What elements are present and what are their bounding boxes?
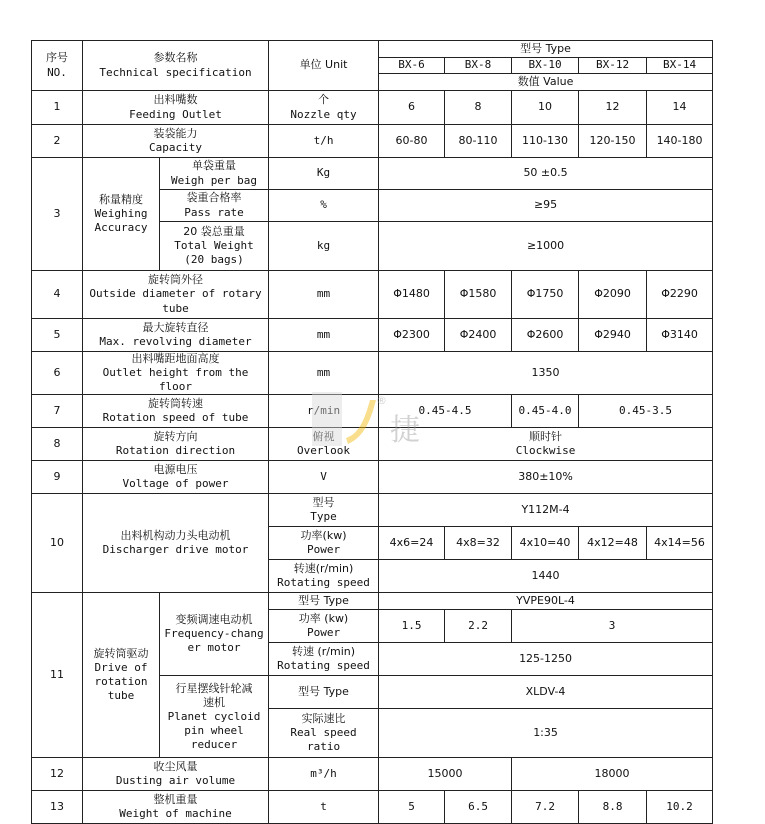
value-cell: 12 bbox=[579, 91, 647, 125]
header-no bbox=[32, 41, 83, 91]
text-line: Weighing bbox=[94, 206, 148, 220]
text-line: 转速(r/min) bbox=[293, 562, 354, 576]
text-line: % bbox=[320, 198, 327, 212]
value-cell: 0.45-3.5 bbox=[579, 395, 713, 428]
model-bx14: BX-14 bbox=[647, 58, 713, 74]
parameter-name bbox=[83, 395, 269, 428]
text-line: Technical specification bbox=[99, 65, 252, 79]
text-line: 单袋重量 bbox=[192, 159, 236, 173]
value-cell: Φ2300 bbox=[379, 319, 445, 352]
value-cell: 5 bbox=[379, 791, 445, 824]
table-row bbox=[32, 271, 713, 319]
value-cell: 140-180 bbox=[647, 125, 713, 158]
unit-cell bbox=[269, 527, 379, 560]
text-line: 旋转筒驱动 bbox=[93, 647, 149, 661]
value-cell: 2.2 bbox=[445, 610, 512, 643]
text-line: 功率 (kw) bbox=[298, 612, 349, 626]
text-line: Outlet height from the floor bbox=[102, 366, 249, 394]
table-row bbox=[32, 352, 713, 395]
text-line: Weigh per bag bbox=[170, 173, 258, 187]
text-line: Overlook bbox=[297, 444, 350, 458]
value-cell: Φ1580 bbox=[445, 271, 512, 319]
model-bx6: BX-6 bbox=[379, 58, 445, 74]
text-line: Frequency-chang bbox=[164, 627, 264, 641]
value-cell: 1350 bbox=[379, 352, 713, 395]
row-number: 5 bbox=[32, 319, 83, 352]
value-cell: YVPE90L-4 bbox=[379, 593, 713, 610]
unit-cell bbox=[269, 791, 379, 824]
unit-cell bbox=[269, 395, 379, 428]
unit-cell bbox=[269, 676, 379, 709]
text-line: 旋转筒外径 bbox=[148, 273, 203, 287]
value-cell: 8 bbox=[445, 91, 512, 125]
text-line: 顺时针 bbox=[529, 430, 563, 444]
text-line: 型号 Type bbox=[298, 594, 349, 608]
unit-cell bbox=[269, 610, 379, 643]
unit-cell bbox=[269, 709, 379, 758]
unit-cell bbox=[269, 190, 379, 222]
parameter-name bbox=[83, 352, 269, 395]
text-line: Rotation direction bbox=[115, 444, 236, 458]
text-line: Planet cycloid bbox=[167, 709, 261, 723]
value-cell: 4x8=32 bbox=[445, 527, 512, 560]
text-line: Total Weight bbox=[174, 238, 254, 252]
text-line: Dusting air volume bbox=[115, 774, 236, 788]
unit-cell bbox=[269, 643, 379, 676]
text-line: kg bbox=[316, 238, 331, 252]
model-bx10: BX-10 bbox=[512, 58, 579, 74]
row-number: 13 bbox=[32, 791, 83, 824]
value-cell: XLDV-4 bbox=[379, 676, 713, 709]
value-cell: 50 ±0.5 bbox=[379, 158, 713, 190]
text-line: 装袋能力 bbox=[153, 126, 198, 140]
text-line: Weight of machine bbox=[119, 807, 232, 821]
header-unit bbox=[269, 41, 379, 91]
table-row bbox=[32, 494, 713, 527]
value-cell: Φ2940 bbox=[579, 319, 647, 352]
row-number: 1 bbox=[32, 91, 83, 125]
text-line: 最大旋转直径 bbox=[142, 320, 209, 334]
value-cell: Φ2400 bbox=[445, 319, 512, 352]
row-number: 9 bbox=[32, 461, 83, 494]
parameter-name bbox=[83, 791, 269, 824]
text-line: 出料机构动力头电动机 bbox=[120, 529, 231, 543]
text-line: mm bbox=[316, 327, 331, 341]
text-line: Rotation speed of tube bbox=[102, 411, 249, 425]
registered-mark: ® bbox=[376, 394, 387, 407]
table-row bbox=[32, 158, 713, 190]
value-cell: 60-80 bbox=[379, 125, 445, 158]
text-line: Feeding Outlet bbox=[129, 107, 222, 121]
text-line: mm bbox=[316, 287, 331, 301]
value-cell: 3 bbox=[512, 610, 713, 643]
text-line: Capacity bbox=[149, 141, 202, 154]
unit-cell bbox=[269, 91, 379, 125]
value-cell: Φ1480 bbox=[379, 271, 445, 319]
text-line: 个 bbox=[318, 93, 330, 107]
text-line: tube bbox=[107, 689, 135, 703]
brand-character: 捷 bbox=[390, 413, 420, 448]
value-cell: 10 bbox=[512, 91, 579, 125]
text-line: 功率(kw) bbox=[300, 529, 347, 543]
text-line: m³/h bbox=[310, 767, 337, 781]
text-line: 速机 bbox=[203, 695, 225, 709]
group-name bbox=[83, 593, 160, 758]
text-line: 参数名称 bbox=[153, 51, 198, 65]
text-line: Real speed ratio bbox=[290, 726, 357, 754]
value-cell: 1440 bbox=[379, 560, 713, 593]
parameter-name bbox=[83, 758, 269, 791]
text-line: Discharger drive motor bbox=[102, 543, 249, 557]
text-line: Drive of bbox=[94, 661, 148, 675]
spec-table bbox=[31, 40, 713, 824]
row-number: 2 bbox=[32, 125, 83, 158]
text-line: 俯视 bbox=[312, 430, 335, 444]
text-line: Rotating speed bbox=[277, 576, 370, 590]
text-line: 电源电压 bbox=[153, 463, 198, 477]
model-bx8: BX-8 bbox=[445, 58, 512, 74]
text-line: t bbox=[320, 800, 327, 814]
parameter-name bbox=[83, 319, 269, 352]
value-cell: 6 bbox=[379, 91, 445, 125]
model-bx12: BX-12 bbox=[579, 58, 647, 74]
table-row bbox=[32, 758, 713, 791]
text-line: 20 袋总重量 bbox=[183, 224, 245, 238]
text-line: Type bbox=[310, 510, 337, 524]
value-cell bbox=[379, 428, 713, 461]
row-number: 11 bbox=[32, 593, 83, 758]
value-cell: 18000 bbox=[512, 758, 713, 791]
text-line: 序号 bbox=[46, 51, 68, 65]
text-line: V bbox=[320, 470, 327, 484]
value-cell: 8.8 bbox=[579, 791, 647, 824]
text-line: r/min bbox=[306, 404, 341, 418]
value-cell: 4x14=56 bbox=[647, 527, 713, 560]
text-line: er motor bbox=[187, 641, 241, 655]
value-cell: 4x6=24 bbox=[379, 527, 445, 560]
table-row bbox=[32, 428, 713, 461]
unit-cell bbox=[269, 125, 379, 158]
row-number: 8 bbox=[32, 428, 83, 461]
parameter-name bbox=[83, 428, 269, 461]
text-line: tube bbox=[162, 301, 189, 315]
parameter-name bbox=[160, 190, 269, 222]
unit-cell bbox=[269, 352, 379, 395]
parameter-name bbox=[83, 125, 269, 158]
row-number: 12 bbox=[32, 758, 83, 791]
value-cell: 15000 bbox=[379, 758, 512, 791]
table-row bbox=[32, 791, 713, 824]
value-cell: 80-110 bbox=[445, 125, 512, 158]
row-number: 10 bbox=[32, 494, 83, 593]
value-cell: 6.5 bbox=[445, 791, 512, 824]
unit-cell bbox=[269, 461, 379, 494]
text-line: Outside diameter of rotary bbox=[89, 287, 262, 301]
table-row bbox=[32, 125, 713, 158]
text-line: Max. revolving diameter bbox=[99, 335, 252, 348]
value-cell: 120-150 bbox=[579, 125, 647, 158]
text-line: 型号 Type bbox=[298, 685, 349, 699]
value-cell: Φ3140 bbox=[647, 319, 713, 352]
unit-cell bbox=[269, 593, 379, 610]
parameter-name bbox=[160, 222, 269, 271]
value-cell: 110-130 bbox=[512, 125, 579, 158]
unit-cell bbox=[269, 158, 379, 190]
unit-cell bbox=[269, 428, 379, 461]
text-line: 型号 bbox=[312, 496, 335, 510]
text-line: Rotating speed bbox=[277, 659, 370, 673]
text-line: 袋重合格率 bbox=[186, 191, 242, 205]
component-name bbox=[160, 593, 269, 676]
value-cell: ≥1000 bbox=[379, 222, 713, 271]
text-line: Nozzle qty bbox=[290, 107, 357, 121]
value-cell: 1.5 bbox=[379, 610, 445, 643]
text-line: 实际速比 bbox=[301, 712, 346, 726]
text-line: Pass rate bbox=[184, 205, 244, 219]
table-row bbox=[32, 593, 713, 610]
text-line: Kg bbox=[316, 166, 331, 180]
table-row bbox=[32, 461, 713, 494]
value-cell: 4x12=48 bbox=[579, 527, 647, 560]
value-cell: ≥95 bbox=[379, 190, 713, 222]
table-row bbox=[32, 319, 713, 352]
text-line: 旋转筒转速 bbox=[148, 397, 203, 411]
unit-cell bbox=[269, 271, 379, 319]
value-cell: Φ2090 bbox=[579, 271, 647, 319]
text-line: 收尘风量 bbox=[153, 760, 198, 774]
text-line: 单位 Unit bbox=[299, 58, 348, 72]
component-name bbox=[160, 676, 269, 758]
text-line: 行星摆线针轮减 bbox=[175, 681, 253, 695]
text-line: Power bbox=[306, 626, 341, 640]
unit-cell bbox=[269, 560, 379, 593]
value-cell: 0.45-4.0 bbox=[512, 395, 579, 428]
group-name bbox=[83, 158, 160, 271]
parameter-name bbox=[83, 91, 269, 125]
text-line: t/h bbox=[313, 133, 334, 147]
row-number: 3 bbox=[32, 158, 83, 271]
value-cell: 10.2 bbox=[647, 791, 713, 824]
table-row bbox=[32, 91, 713, 125]
row-number: 6 bbox=[32, 352, 83, 395]
text-line: 整机重量 bbox=[153, 793, 198, 807]
value-cell: Φ2600 bbox=[512, 319, 579, 352]
value-cell: Φ2290 bbox=[647, 271, 713, 319]
text-line: 出料嘴数 bbox=[153, 93, 198, 107]
unit-cell bbox=[269, 494, 379, 527]
value-cell: 7.2 bbox=[512, 791, 579, 824]
value-cell: 380±10% bbox=[379, 461, 713, 494]
header-type: 型号 Type bbox=[379, 41, 713, 58]
parameter-name bbox=[83, 461, 269, 494]
unit-cell bbox=[269, 319, 379, 352]
parameter-name bbox=[83, 271, 269, 319]
value-cell: 4x10=40 bbox=[512, 527, 579, 560]
text-line: mm bbox=[316, 366, 331, 380]
text-line: reducer bbox=[190, 737, 238, 751]
text-line: Power bbox=[306, 543, 341, 557]
header-value: 数值 Value bbox=[379, 74, 713, 91]
header-parameter bbox=[83, 41, 269, 91]
text-line: NO. bbox=[47, 65, 67, 79]
text-line: Accuracy bbox=[94, 221, 148, 235]
text-line: Voltage of power bbox=[122, 477, 229, 491]
row-number: 7 bbox=[32, 395, 83, 428]
row-number: 4 bbox=[32, 271, 83, 319]
unit-cell bbox=[269, 222, 379, 271]
value-cell: 0.45-4.5 bbox=[379, 395, 512, 428]
unit-cell bbox=[269, 758, 379, 791]
parameter-name bbox=[83, 494, 269, 593]
text-line: 旋转方向 bbox=[153, 430, 198, 444]
text-line: pin wheel bbox=[184, 723, 244, 737]
value-cell: Φ1750 bbox=[512, 271, 579, 319]
text-line: (20 bags) bbox=[184, 253, 244, 267]
table-row bbox=[32, 395, 713, 428]
text-line: 称量精度 bbox=[99, 192, 143, 206]
value-cell: 125-1250 bbox=[379, 643, 713, 676]
value-cell: Y112M-4 bbox=[379, 494, 713, 527]
value-cell: 14 bbox=[647, 91, 713, 125]
text-line: Clockwise bbox=[515, 444, 576, 458]
parameter-name bbox=[160, 158, 269, 190]
text-line: rotation bbox=[94, 675, 148, 689]
text-line: 转速 (r/min) bbox=[291, 645, 356, 659]
text-line: 出料嘴距地面高度 bbox=[131, 352, 220, 365]
value-cell: 1:35 bbox=[379, 709, 713, 758]
text-line: 变频调速电动机 bbox=[175, 613, 253, 627]
